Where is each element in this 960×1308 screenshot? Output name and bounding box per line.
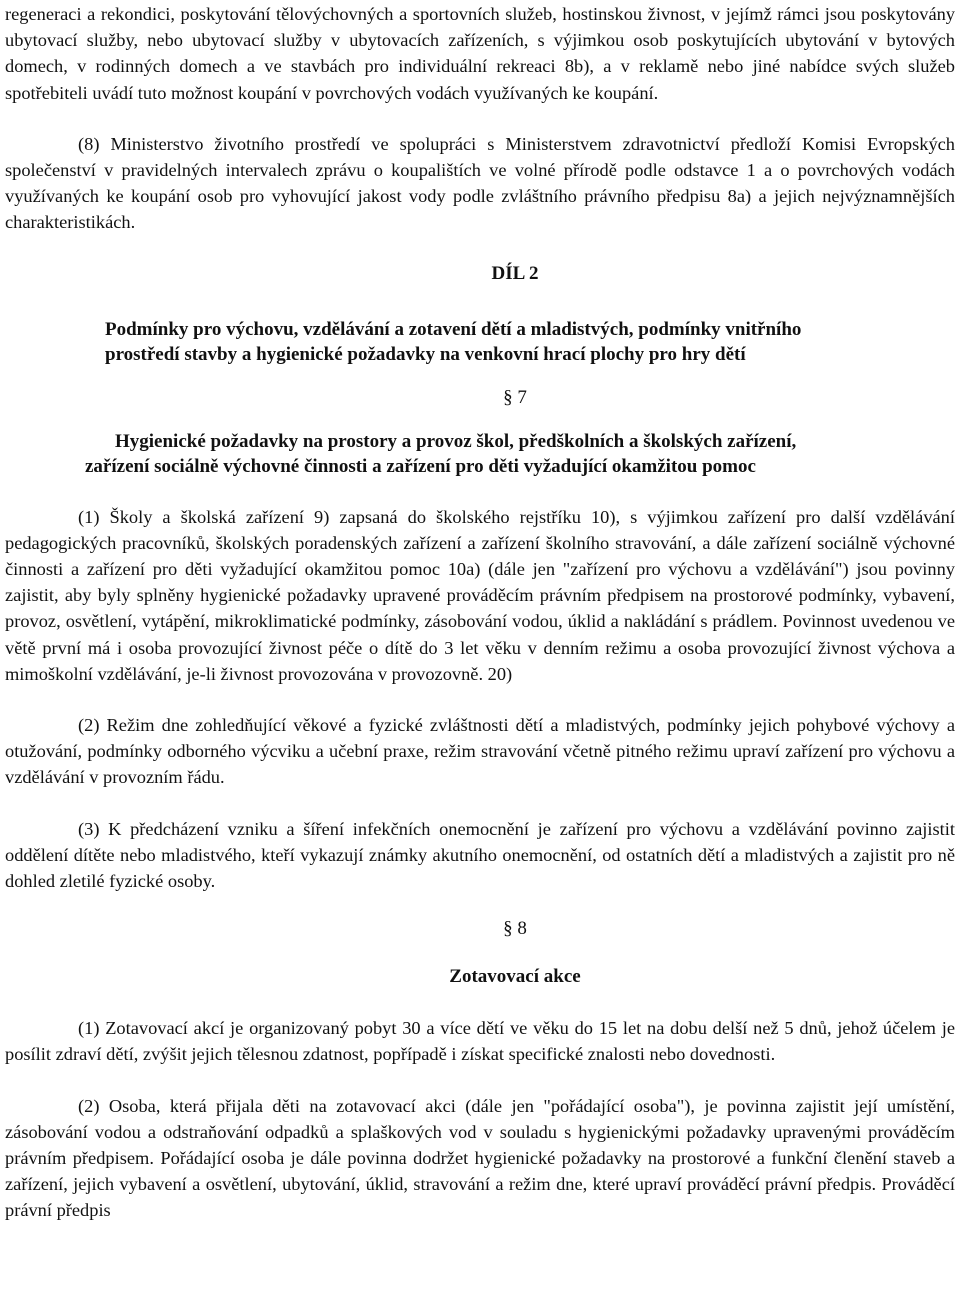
section-7-heading-line-2: zařízení sociálně výchovné činnosti a zařízení pro děti vyžadující okamžitou pomoc: [85, 455, 756, 477]
section-8-heading: Zotavovací akce: [449, 966, 581, 988]
section-7-paragraph-1: (1) Školy a školská zařízení 9) zapsaná do školského rejstříku 10), s výjimkou zařízení pro další vzdělávání pedagogických pracovníků, školských poradenských zařízení a zařízení školního stravování, a dále zařízení sociálně výchovné činnosti a zařízení pro děti vyžadující okamžitou pomoc 10a) (dále jen "zařízení pro výchovu a vzdělávání") jsou povinny zajistit, aby byly splněny hygienické požadavky upravené prováděcím právním předpisem na prostorové podmínky, vybavení, provoz, osvětlení, vytápění, mikroklimatické podmínky, zásobování vodou, úklid a nakládání s prádlem. Povinnost uvedenou ve větě první má i osoba provozující živnost péče o dítě do 3 let věku v denním režimu a osoba provozující živnost výchova a mimoškolní vzdělávání, je-li živnost provozována v provozovně. 20): [5, 506, 955, 684]
section-7-paragraph-2: (2) Režim dne zohledňující věkové a fyzické zvláštnosti dětí a mladistvých, podmínky jejich pohybové výchovy a otužování, podmínky odborného výcviku a učební praxe, režim stravování včetně pitného režimu upraví zařízení pro výchovu a vzdělávání v provozním řádu.: [5, 715, 955, 788]
section-8-paragraph-1: (1) Zotavovací akcí je organizovaný pobyt 30 a více dětí ve věku do 15 let na dobu delší než 5 dnů, jehož účelem je posílit zdraví dětí, zvýšit jejich tělesnou zdatnost, popřípadě i získat specifické znalosti nebo dovednosti.: [5, 1018, 955, 1065]
paragraph-8: (8) Ministerstvo životního prostředí ve spolupráci s Ministerstvem zdravotnictví předloží Komisi Evropských společenství v pravidelných intervalech zprávu o koupalištích ve volné přírodě podle odstavce 1 a o povrchových vodách využívaných ke koupání osob pro vyhovující jakost vody podle zvláštního právního předpisu 8a) a jejich nejvýznamnějších charakteristikách.: [5, 133, 955, 233]
part-heading-line-1: Podmínky pro výchovu, vzdělávání a zotavení dětí a mladistvých, podmínky vnitřního: [105, 318, 802, 340]
section-8-paragraph-2: (2) Osoba, která přijala děti na zotavovací akci (dále jen "pořádající osoba"), je povinna zajistit její umístění, zásobování vodou a odstraňování odpadků a splaškových vod v souladu s hygienickými požadavky upravenými prováděcím právním předpisem. Pořádající osoba je dále povinna dodržet hygienické požadavky na prostorové a funkční členění staveb a zařízení, jejich vybavení a osvětlení, ubytování, úklid, stravování a režim dne, které upraví prováděcí právní předpis. Prováděcí právní předpis: [5, 1095, 955, 1221]
section-7-heading: [5, 429, 955, 479]
part-title: DÍL 2: [491, 262, 539, 284]
document-page: [5, 0, 955, 1224]
section-8-number: § 8: [503, 918, 527, 940]
part-heading: [5, 317, 955, 367]
section-7-paragraph-3: (3) K předcházení vzniku a šíření infekčních onemocnění je zařízení pro výchovu a vzdělávání povinno zajistit oddělení dítěte nebo mladistvého, kteří vykazují známky akutního onemocnění, od ostatních dětí a mladistvých a zajistit pro ně dohled zletilé fyzické osoby.: [5, 818, 955, 892]
section-7-number: § 7: [503, 386, 527, 408]
section-7-heading-line-1: Hygienické požadavky na prostory a provoz škol, předškolních a školských zařízení,: [115, 430, 797, 452]
part-heading-line-2: prostředí stavby a hygienické požadavky na venkovní hrací plochy pro hry dětí: [105, 343, 746, 365]
intro-paragraph: regeneraci a rekondici, poskytování tělovýchovných a sportovních služeb, hostinskou živnost, v jejímž rámci jsou poskytovány ubytovací služby, nebo ubytovací služby v ubytovacích zařízeních, s výjimkou osob poskytujících ubytování v bytových domech, v rodinných domech a ve stavbách pro individuální rekreaci 8b), a v reklamě nebo jiné nabídce svých služeb spotřebiteli uvádí tuto možnost koupání v povrchových vodách využívaných ke koupání.: [5, 4, 955, 103]
